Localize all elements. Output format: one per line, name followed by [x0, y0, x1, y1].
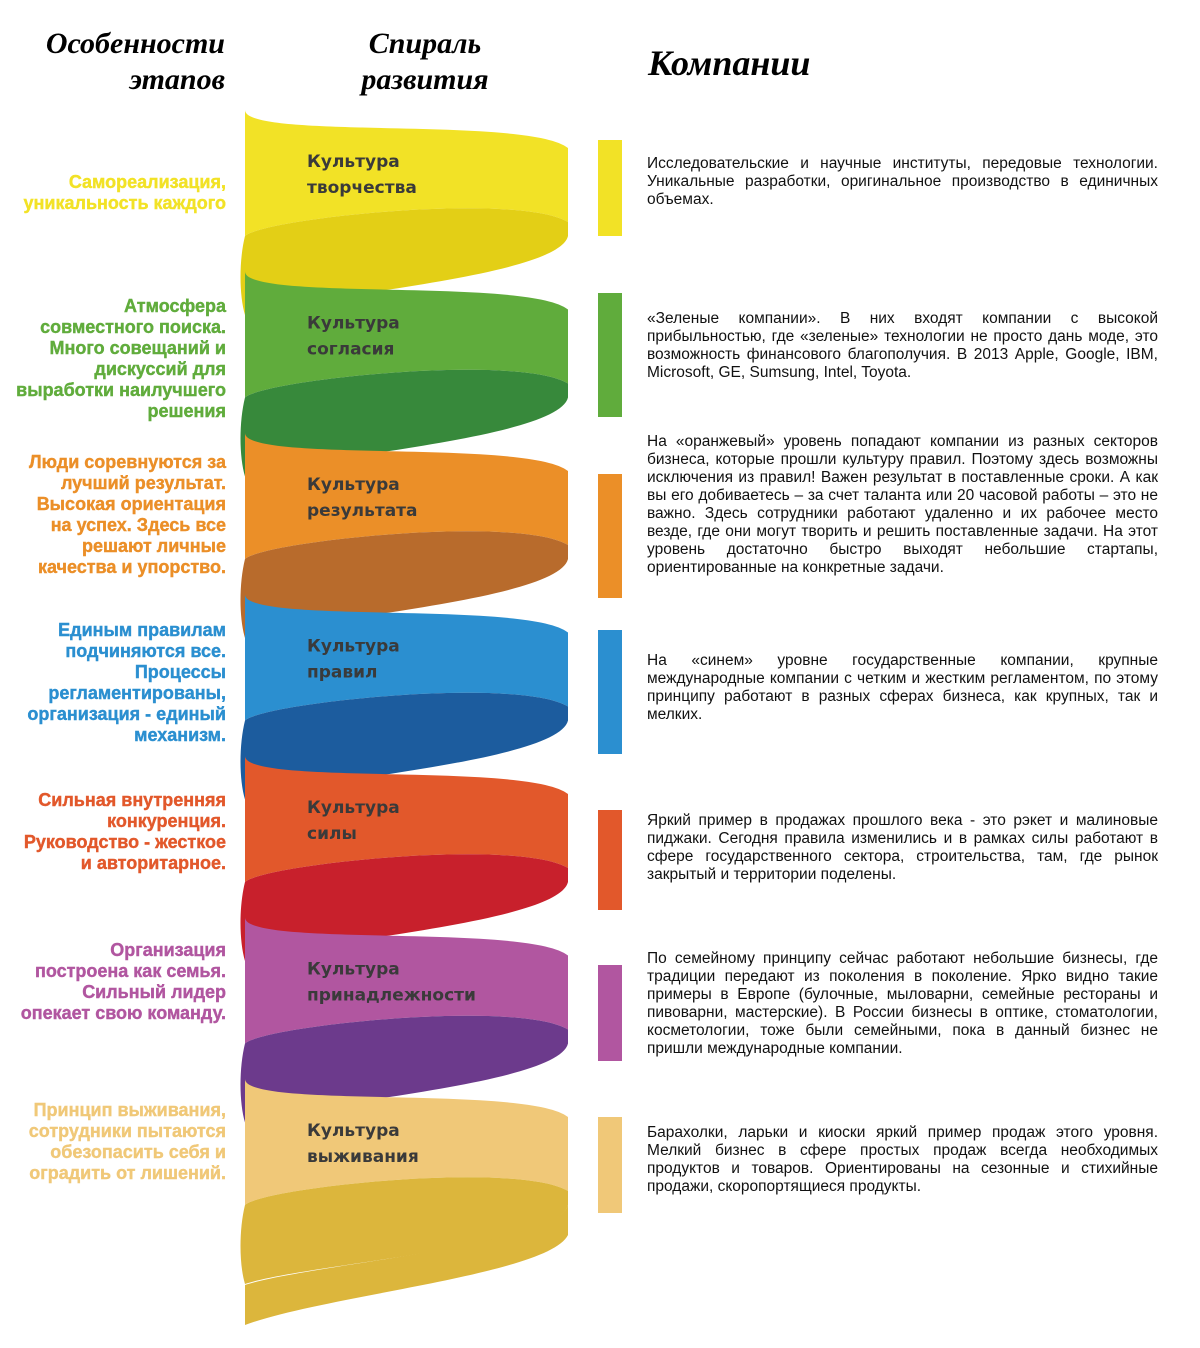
companies-creativity: Исследовательские и научные институты, передовые технологии. Уникальные разработки, оригинальное производство в единичных объемах.: [647, 155, 1158, 208]
stage-label-agreement-line1: Культура: [307, 313, 400, 334]
stage-label-result-line1: Культура: [307, 475, 400, 495]
spiral-band-result: [241, 433, 569, 638]
stage-label-survival-line1: Культура: [307, 1121, 400, 1141]
feature-result: Люди соревнуются за лучший результат. Высокая ориентация на успех. Здесь все решают личные качества и упорство.: [29, 452, 226, 577]
header-companies: Компании: [648, 43, 811, 83]
stage-label-rules-line1: Культура: [307, 636, 400, 657]
spiral-band-agreement: [241, 272, 569, 477]
companies-power: Яркий пример в продажах прошлого века - это рэкет и малиновые пиджаки. Сегодня правила изменились и в рамках силы работают в сфере государственного сектора, строительства, там, где рынок закрытый и территории поделены.: [647, 812, 1158, 883]
color-bar-agreement: [598, 293, 622, 417]
stage-label-belonging-line1: Культура: [307, 959, 400, 980]
spiral-band-belonging: [241, 918, 569, 1123]
stage-label-belonging-line2: принадлежности: [307, 985, 476, 1006]
companies-survival: Барахолки, ларьки и киоски яркий пример продаж этого уровня. Мелкий бизнес в сфере простых продаж всегда необходимых продуктов и товаров. Ориентированы на сезонные и стихийные продажи, скоропортящиеся продукты.: [647, 1124, 1158, 1195]
color-bar-rules: [598, 630, 622, 754]
companies-rules: На «синем» уровне государственные компании, крупные международные компании с четким и жестким регламентом, по этому принципу работают в разных сферах бизнеса, как крупных, так и мелких.: [647, 652, 1158, 723]
color-bar-result: [598, 474, 622, 598]
stage-label-agreement-line2: согласия: [307, 339, 395, 360]
feature-power: Сильная внутренняя конкуренция. Руководство - жесткое и авторитарное.: [23, 790, 226, 873]
stage-label-survival-line2: выживания: [307, 1147, 419, 1167]
feature-agreement: Атмосфера совместного поиска. Много совещаний и дискуссий для выработки наилучшего решения: [16, 296, 226, 421]
color-bar-creativity: [598, 140, 622, 236]
header-features: Особенности этапов: [45, 27, 225, 96]
stage-label-result-line2: результата: [307, 501, 418, 521]
feature-creativity: Самореализация, уникальность каждого: [23, 172, 226, 213]
stage-label-creativity-line1: Культура: [307, 152, 400, 172]
stage-label-power-line1: Культура: [307, 798, 400, 818]
spiral-band-creativity: [241, 110, 569, 315]
companies-agreement: «Зеленые компании». В них входят компании с высокой прибыльностью, где «зеленые» технологии не просто дань моде, это возможность финансового благополучия. В 2013 Apple, Google, IBM, Microsoft, GE, Sumsung, Intel, Toyota.: [647, 310, 1158, 381]
color-bar-survival: [598, 1117, 622, 1213]
companies-result: На «оранжевый» уровень попадают компании из разных секторов бизнеса, которые прошли культуру правил. Поэтому здесь возможны исключения из правил! Важен результат в поставленные сроки. А как вы его добиваетесь – за счет таланта или 20 часовой работы – это не важно. Здесь сотрудники работают удаленно и их рабочее место везде, где они могут творить и решить поставленные задачи. На этот уровень достаточно быстро выходят небольшие стартапы, ориентированные на конкретные задачи.: [647, 433, 1158, 576]
companies-belonging: По семейному принципу сейчас работают небольшие бизнесы, где традиции передают из поколения в поколение. Ярко видно такие примеры в Европе (булочные, мыловарни, семейные рестораны и пивоварни, мастерские). В России бизнесы в оптике, стоматологии, косметологии, тоже были семейными, пока в данный бизнес не пришли международные компании.: [647, 950, 1158, 1057]
spiral-band-power: [241, 756, 569, 961]
feature-survival: Принцип выживания, сотрудники пытаются обезопасить себя и оградить от лишений.: [28, 1100, 226, 1183]
header-spiral: Спираль развития: [361, 27, 489, 96]
stage-label-creativity-line2: творчества: [307, 178, 417, 198]
color-bar-power: [598, 810, 622, 910]
spiral-band-rules: [241, 595, 569, 800]
color-bar-belonging: [598, 965, 622, 1061]
stage-label-rules-line2: правил: [307, 662, 378, 683]
stage-label-power-line2: силы: [307, 824, 357, 844]
feature-belonging: Организация построена как семья. Сильный лидер опекает свою команду.: [20, 940, 226, 1023]
feature-rules: Единым правилам подчиняются все. Процессы регламентированы, организация - единый механизм.: [27, 620, 226, 745]
